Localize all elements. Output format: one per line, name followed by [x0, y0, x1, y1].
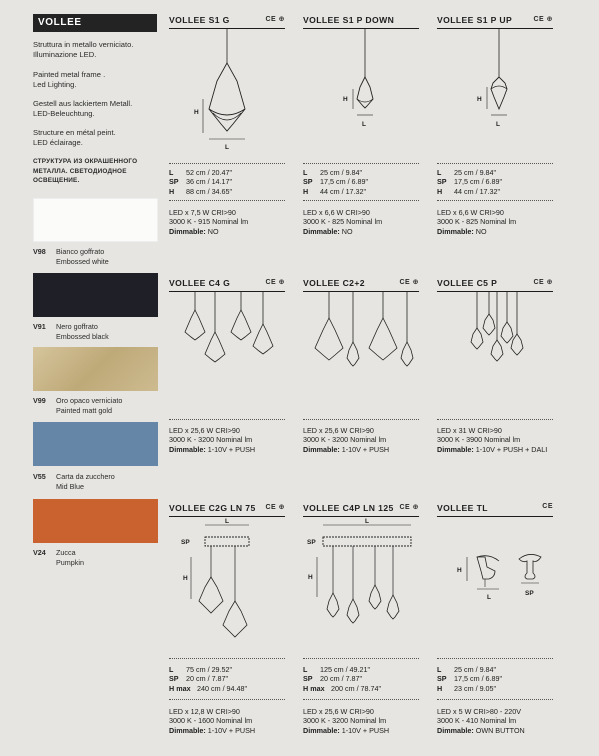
- product-vollee-c4-g: [169, 278, 285, 463]
- separator: [437, 200, 553, 201]
- product-vollee-s1-g: [169, 15, 285, 245]
- product-drawing: [169, 29, 285, 154]
- product-vollee-c2-2: [303, 278, 419, 463]
- certification-mark-ce: CE: [542, 503, 553, 510]
- dimensions-table: L 25 cm / 9.84" SP 17,5 cm / 6.89" H 44 cm / 17.32": [303, 168, 369, 196]
- svg-text:H: H: [308, 574, 313, 581]
- specs-block: LED x 7,5 W CRI>90 3000 K - 915 Nominal lm Dimmable: NO: [169, 208, 249, 236]
- product-title: VOLLEE C4 G: [169, 278, 231, 288]
- svg-text:H: H: [457, 567, 462, 574]
- separator: [437, 163, 553, 164]
- product-title: VOLLEE C2G LN 75: [169, 503, 256, 513]
- product-vollee-c4p-ln-125: [303, 503, 419, 751]
- separator: [437, 419, 553, 420]
- product-title: VOLLEE C4P LN 125: [303, 503, 394, 513]
- finish-code: V24: [33, 548, 46, 557]
- finish-name: Zucca Pumpkin: [56, 548, 84, 567]
- product-vollee-s1-p-up: [437, 15, 553, 245]
- description-en: Painted metal frame . Led Lighting.: [33, 70, 106, 89]
- separator: [303, 699, 419, 700]
- description-fr: Structure en métal peint. LED éclairage.: [33, 128, 116, 147]
- separator: [437, 658, 553, 659]
- product-title: VOLLEE TL: [437, 503, 488, 513]
- dimensions-table: L 25 cm / 9.84" SP 17,5 cm / 6.89" H 23 cm / 9.05": [437, 665, 503, 693]
- finish-swatch-v55: [33, 422, 158, 466]
- product-drawing: [169, 517, 285, 652]
- separator: [303, 200, 419, 201]
- certification-marks: CE ⊕: [533, 279, 553, 286]
- separator: [169, 658, 285, 659]
- separator: [303, 419, 419, 420]
- svg-text:L: L: [225, 144, 229, 151]
- product-title: VOLLEE S1 P UP: [437, 15, 513, 25]
- product-drawing: [169, 292, 285, 392]
- specs-block: LED x 12,8 W CRI>90 3000 K - 1600 Nominal lm Dimmable: 1-10V + PUSH: [169, 707, 256, 735]
- specs-block: LED x 25,6 W CRI>90 3000 K - 3200 Nominal lm Dimmable: 1-10V + PUSH: [303, 426, 390, 454]
- finish-swatch-v99: [33, 347, 158, 391]
- svg-text:SP: SP: [307, 539, 316, 546]
- product-title: VOLLEE S1 P DOWN: [303, 15, 395, 25]
- description-it: Struttura in metallo verniciato. Illuminazione LED.: [33, 40, 134, 59]
- svg-text:SP: SP: [525, 590, 534, 597]
- separator: [303, 163, 419, 164]
- svg-text:H: H: [183, 575, 188, 582]
- finish-swatch-v91: [33, 273, 158, 317]
- product-drawing: [437, 29, 553, 154]
- certification-marks: CE ⊕: [265, 279, 285, 286]
- product-title: VOLLEE C2+2: [303, 278, 365, 288]
- svg-text:L: L: [365, 518, 369, 525]
- finish-name: Bianco goffrato Embossed white: [56, 247, 109, 266]
- product-title: VOLLEE C5 P: [437, 278, 498, 288]
- separator: [169, 419, 285, 420]
- product-drawing: [303, 29, 419, 154]
- dimensions-table: L 125 cm / 49.21" SP 20 cm / 7.87" H max 200 cm / 78.74": [303, 665, 382, 693]
- finish-code: V91: [33, 322, 46, 331]
- finish-name: Oro opaco verniciato Painted matt gold: [56, 396, 123, 415]
- specs-block: LED x 25,6 W CRI>90 3000 K - 3200 Nominal lm Dimmable: 1-10V + PUSH: [303, 707, 390, 735]
- svg-text:H: H: [477, 96, 482, 103]
- svg-text:H: H: [194, 109, 199, 116]
- finish-name: Nero goffrato Embossed black: [56, 322, 109, 341]
- finish-code: V55: [33, 472, 46, 481]
- description-de: Gestell aus lackiertem Metall. LED-Beleuchtung.: [33, 99, 133, 118]
- dimensions-table: L 25 cm / 9.84" SP 17,5 cm / 6.89" H 44 cm / 17.32": [437, 168, 503, 196]
- product-vollee-c5-p: [437, 278, 553, 463]
- product-drawing: [437, 517, 553, 652]
- dimensions-table: L 52 cm / 20.47" SP 36 cm / 14.17" H 88 cm / 34.65": [169, 168, 233, 196]
- brand-title: VOLLEE: [33, 14, 157, 32]
- specs-block: LED x 31 W CRI>90 3000 K - 3900 Nominal lm Dimmable: 1-10V + PUSH + DALI: [437, 426, 548, 454]
- certification-marks: CE ⊕: [265, 504, 285, 511]
- product-drawing: [303, 517, 419, 652]
- specs-block: LED x 25,6 W CRI>90 3000 K - 3200 Nominal lm Dimmable: 1-10V + PUSH: [169, 426, 256, 454]
- svg-text:L: L: [362, 121, 366, 128]
- finish-code: V99: [33, 396, 46, 405]
- svg-text:SP: SP: [181, 539, 190, 546]
- certification-marks: CE ⊕: [265, 16, 285, 23]
- svg-text:L: L: [496, 121, 500, 128]
- certification-marks: CE ⊕: [399, 504, 419, 511]
- product-vollee-s1-p-down: [303, 15, 419, 245]
- finish-code: V98: [33, 247, 46, 256]
- certification-marks: CE ⊕: [533, 16, 553, 23]
- svg-text:L: L: [225, 518, 229, 525]
- svg-text:H: H: [343, 96, 348, 103]
- separator: [169, 200, 285, 201]
- finish-swatch-v98: [33, 198, 158, 242]
- dimensions-table: L 75 cm / 29.52" SP 20 cm / 7.87" H max 240 cm / 94.48": [169, 665, 248, 693]
- svg-text:L: L: [487, 594, 491, 601]
- product-vollee-c2g-ln-75: [169, 503, 285, 751]
- description-ru: СТРУКТУРА ИЗ ОКРАШЕННОГО МЕТАЛЛА. СВЕТОДИОДНОЕ ОСВЕЩЕНИЕ.: [33, 158, 138, 184]
- separator: [169, 699, 285, 700]
- separator: [169, 163, 285, 164]
- specs-block: LED x 6,6 W CRI>90 3000 K - 825 Nominal lm Dimmable: NO: [437, 208, 517, 236]
- product-title: VOLLEE S1 G: [169, 15, 230, 25]
- certification-marks: CE ⊕: [399, 279, 419, 286]
- product-drawing: [303, 292, 419, 392]
- separator: [303, 658, 419, 659]
- product-vollee-tl: [437, 503, 553, 751]
- specs-block: LED x 6,6 W CRI>90 3000 K - 825 Nominal lm Dimmable: NO: [303, 208, 383, 236]
- specs-block: LED x 5 W CRI>80 - 220V 3000 K - 410 Nominal lm Dimmable: OWN BUTTON: [437, 707, 525, 735]
- finish-swatch-v24: [33, 499, 158, 543]
- finish-name: Carta da zucchero Mid Blue: [56, 472, 115, 491]
- product-drawing: [437, 292, 553, 392]
- separator: [437, 699, 553, 700]
